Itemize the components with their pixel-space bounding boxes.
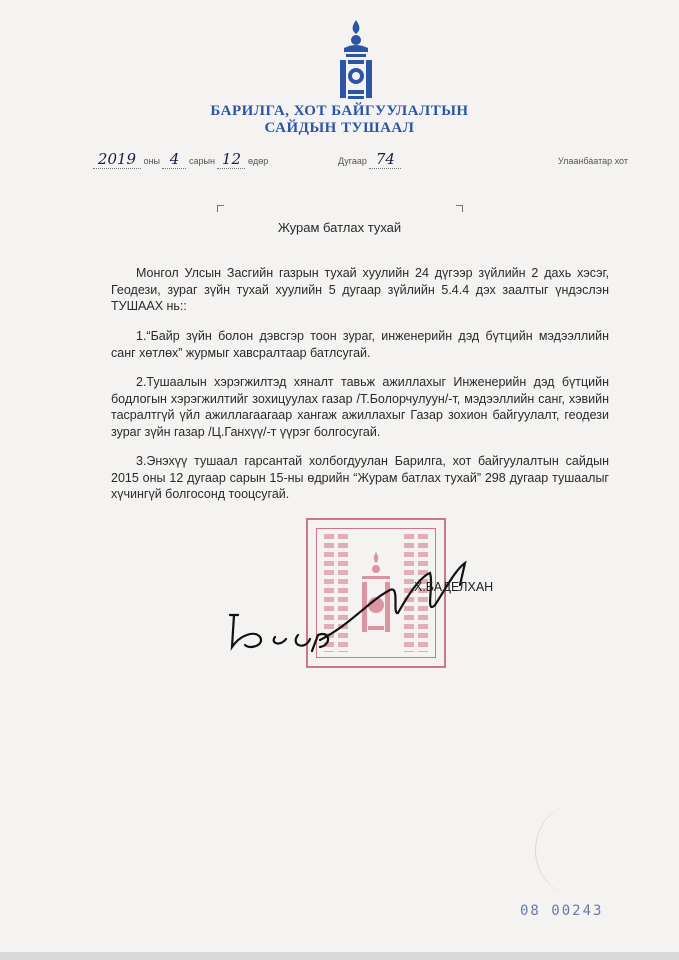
state-emblem-icon	[324, 18, 388, 106]
number-value: 74	[369, 150, 401, 169]
subject-title: Журам батлах тухай	[277, 220, 402, 235]
document-type-line2: САЙДЫН ТУШААЛ	[264, 120, 415, 136]
ministry-name-line1: БАРИЛГА, ХОТ БАЙГУУЛАЛТЫН	[210, 103, 469, 119]
year-value: 2019	[93, 150, 141, 169]
registration-number: 08 00243	[520, 903, 604, 919]
signer-name: Х.БАДЕЛХАН	[414, 580, 494, 594]
year-label: оны	[143, 156, 160, 166]
date-row	[93, 150, 268, 169]
paragraph-item-1: 1.“Байр зүйн болон дэвсгэр тоон зураг, инженерийн дэд бүтцийн мэдээллийн санг хөтлөх” журмыг хавсралтаар батлсугай.	[111, 329, 609, 360]
day-value: 12	[217, 150, 245, 169]
paragraph-preamble: Монгол Улсын Засгийн газрын тухай хуулийн 24 дүгээр зүйлийн 2 дахь хэсэг, Геодези, зураг зүйн тухай хуулийн 5 дугаар зүйлийн 5.4.4 дэх заалтыг үндэслэн ТУШААХ нь::	[111, 266, 609, 314]
number-label: Дугаар	[338, 156, 367, 166]
paragraph-item-3: 3.Энэхүү тушаал гарсантай холбогдуулан Барилга, хот байгуулалтын сайдын 2015 оны 12 дугаар сарын 15-ны өдрийн “Журам батлах тухай” 298 дугаар тушаалыг хүчингүй болгосонд тооцсугай.	[111, 454, 609, 502]
number-row	[338, 150, 401, 169]
corner-mark-right	[456, 205, 463, 212]
corner-mark-left	[217, 205, 224, 212]
scan-edge	[0, 952, 679, 960]
place-label: Улаанбаатар хот	[558, 156, 628, 166]
month-value: 4	[162, 150, 186, 169]
day-label: өдөр	[247, 156, 269, 166]
month-label: сарын	[189, 156, 215, 166]
paragraph-item-2: 2.Тушаалын хэрэгжилтэд хяналт тавьж ажиллахыг Инженерийн дэд бүтцийн бодлогын хэрэгжилтийг зохицуулах газар /Т.Болорчулуун/-т, мэдээллийн санг, хэвийн тасралтгүй үйл ажиллагаагаар хангаж ажиллахыг Газар зохион байгуулалт, геодези зураг зүйн газар /Ц.Ганхүү/-т үүрэг болгосугай.	[111, 375, 609, 440]
signature-icon	[220, 555, 480, 660]
seal-edge-decoration	[535, 805, 616, 895]
